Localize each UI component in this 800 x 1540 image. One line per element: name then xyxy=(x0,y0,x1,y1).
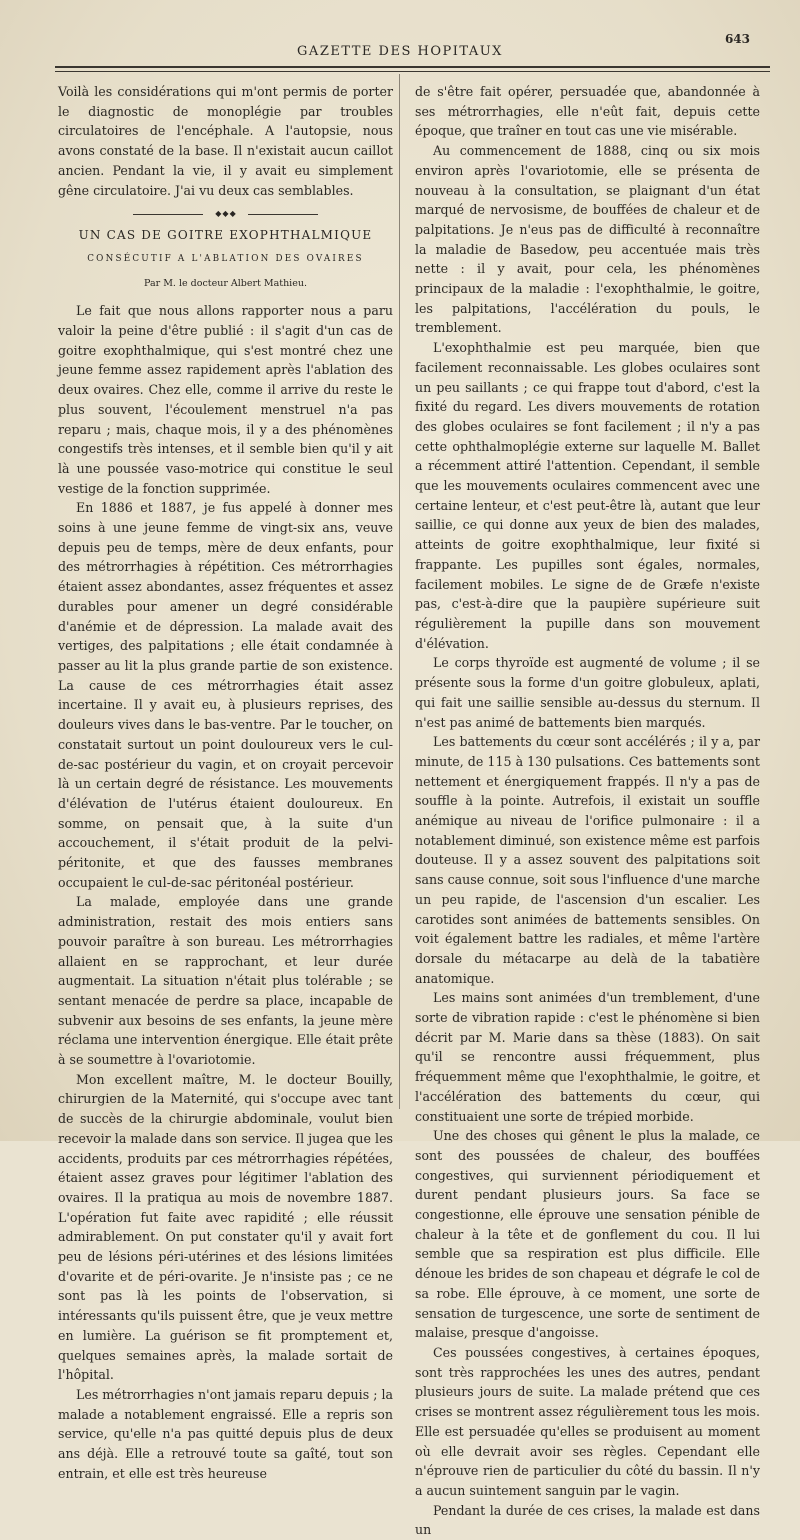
running-header: GAZETTE DES HOPITAUX xyxy=(297,44,503,59)
body-paragraph: de s'être fait opérer, persuadée que, abandonnée à ses métrorrhagies, elle n'eût fait, depuis cette époque, que traîner en tout cas une vie misérable. xyxy=(415,84,760,139)
intro-paragraph: Voilà les considérations qui m'ont permis de porter le diagnostic de monoplégie par troubles circulatoires de l'encéphale. A l'autopsie, nous avons constaté de la base. Il n'existait aucun caillot ancien. Pendant la vie, il y avait eu simplement gêne circulatoire. J'ai vu deux cas semblables. xyxy=(58,84,393,198)
body-paragraph: Les battements du cœur sont accélérés ; il y a, par minute, de 115 à 130 pulsations. Ces battements sont nettement et énergiquement frappés. Il n'y a pas de souffle à la pointe. Autrefois, il existait un souffle anémique au niveau de l'orifice pulmonaire : il a notablement diminué, son existence même est parfois douteuse. Il y a assez souvent des palpitations soit sans cause connue, soit sous l'influence d'une marche un peu rapide, de l'ascension d'un escalier. Les carotides sont animées de battements sensibles. On voit également battre les radiales, et même l'artère dorsale du métacarpe au delà de la tabatière anatomique. xyxy=(415,734,760,986)
article-author: Par M. le docteur Albert Mathieu. xyxy=(144,277,307,289)
right-column xyxy=(415,82,760,1540)
column-divider xyxy=(399,74,400,1109)
header-rule-thick xyxy=(55,66,770,68)
article-subtitle: CONSÉCUTIF A L'ABLATION DES OVAIRES xyxy=(87,253,364,264)
article-title: UN CAS DE GOITRE EXOPHTHALMIQUE xyxy=(78,228,373,243)
left-column xyxy=(58,82,393,1484)
body-paragraph: Les mains sont animées d'un tremblement, d'une sorte de vibration rapide : c'est le phénomène si bien décrit par M. Marie dans sa thèse (1883). On sait qu'il se rencontre aussi fréquemment, plus fréquemment même que l'exophthalmie, le goitre, et l'accélération des battements du cœur, qui constituaient une sorte de trépied morbide. xyxy=(415,990,760,1124)
ornament-line-left xyxy=(133,214,203,215)
body-paragraph: Le corps thyroïde est augmenté de volume ; il se présente sous la forme d'un goitre globuleux, aplati, qui fait une saillie sensible au-dessus du sternum. Il n'est pas animé de battements bien marqués. xyxy=(415,655,760,730)
body-paragraph: Mon excellent maître, M. le docteur Bouilly, chirurgien de la Maternité, qui s'occupe avec tant de succès de la chirurgie abdominale, voulut bien recevoir la malade dans son service. Il jugea que les accidents, produits par ces métrorrhagies répétées, étaient assez graves pour légitimer l'ablation des ovaires. Il la pratiqua au mois de novembre 1887. L'opération fut faite avec rapidité ; elle réussit admirablement. On put constater qu'il y avait fort peu de lésions péri-utérines et des lésions limitées d'ovarite et de péri-ovarite. Je n'insiste pas ; ce ne sont pas là les points de l'observation, si intéressants qu'ils puissent être, que je veux mettre en lumière. La guérison se fit promptement et, quelques semaines après, la malade sortait de l'hôpital. xyxy=(58,1071,393,1383)
body-paragraph: Au commencement de 1888, cinq ou six mois environ après l'ovariotomie, elle se présenta de nouveau à la consultation, se plaignant d'un état marqué de nervosisme, de bouffées de chaleur et de palpitations. Je n'eus pas de difficulté à reconnaître la maladie de Basedow, peu accentuée mais très nette : il y avait, pour cela, les phénomènes principaux de la maladie : l'exophthalmie, le goitre, les palpitations, l'accélération du pouls, le tremblement. xyxy=(415,143,760,336)
body-paragraph: Pendant la durée de ces crises, la malade est dans un xyxy=(415,1502,760,1538)
body-paragraph: La malade, employée dans une grande administration, restait des mois entiers sans pouvoir paraître à son bureau. Les métrorrhagies allaient en se rapprochant, et leur durée augmentait. La situation n'était plus tolérable ; se sentant menacée de perdre sa place, incapable de subvenir aux besoins de ses enfants, la jeune mère réclama une intervention énergique. Elle était prête à se soumettre à l'ovariotomie. xyxy=(58,894,393,1068)
section-ornament xyxy=(58,210,393,218)
body-paragraph: Ces poussées congestives, à certaines époques, sont très rapprochées les unes des autres, pendant plusieurs jours de suite. La malade prétend que ces crises se montrent assez régulièrement tous les mois. Elle est persuadée qu'elles se produisent au moment où elle devrait avoir ses règles. Cependant elle n'éprouve rien de particulier du côté du bassin. Il n'y a aucun suintement sanguin par le vagin. xyxy=(415,1345,760,1498)
page-number: 643 xyxy=(724,32,750,46)
body-paragraph: Le fait que nous allons rapporter nous a paru valoir la peine d'être publié : il s'agit d'un cas de goitre exophthalmique, qui s'est montré chez une jeune femme assez rapidement après l'ablation des deux ovaires. Chez elle, comme il arrive du reste le plus souvent, l'écoulement menstruel n'a pas reparu ; mais, chaque mois, il y a des phénomènes congestifs très intenses, et il semble bien qu'il y ait là une poussée vaso-motrice qui constitue le seul vestige de la fonction supprimée. xyxy=(58,303,393,496)
body-paragraph: Une des choses qui gênent le plus la malade, ce sont des poussées de chaleur, des bouffées congestives, qui surviennent périodiquement et durent pendant plusieurs jours. Sa face se congestionne, elle éprouve une sensation pénible de chaleur à la tête et de gonflement du cou. Il lui semble que sa respiration est plus difficile. Elle dénoue les brides de son chapeau et dégrafe le col de sa robe. Elle éprouve, à ce moment, une sorte de sensation de turgescence, une sorte de sentiment de malaise, presque d'angoisse. xyxy=(415,1128,760,1341)
body-paragraph: En 1886 et 1887, je fus appelé à donner mes soins à une jeune femme de vingt-six ans, veuve depuis peu de temps, mère de deux enfants, pour des métrorrhagies à répétition. Ces métrorrhagies étaient assez abondantes, assez fréquentes et assez durables pour amener un degré considérable d'anémie et de dépression. La malade avait des vertiges, des palpitations ; elle était condamnée à passer au lit la plus grande partie de son existence. La cause de ces métrorrhagies était assez incertaine. Il y avait eu, à plusieurs reprises, des douleurs vives dans le bas-ventre. Par le toucher, on constatait surtout un point douloureux vers le cul-de-sac postérieur du vagin, et on croyait percevoir là un certain degré de résistance. Les mouvements d'élévation de l'utérus étaient douloureux. En somme, on pensait que, à la suite d'un accouchement, il s'était produit de la pelvi-péritonite, et que des fausses membranes occupaient le cul-de-sac péritonéal postérieur. xyxy=(58,500,393,890)
ornament-line-right xyxy=(248,214,318,215)
body-paragraph: L'exophthalmie est peu marquée, bien que facilement reconnaissable. Les globes oculaires sont un peu saillants ; ce qui frappe tout d'abord, c'est la fixité du regard. Les divers mouvements de rotation des globes oculaires se font facilement ; il n'y a pas cette ophthalmoplégie externe sur laquelle M. Ballet a récemment attiré l'attention. Cependant, il semble que les mouvements oculaires commencent avec une certaine lenteur, et c'est peut-être là, autant que leur saillie, ce qui donne aux yeux de bien des malades, atteints de goitre exophthalmique, leur fixité si frappante. Les pupilles sont égales, normales, facilement mobiles. Le signe de de Græfe n'existe pas, c'est-à-dire que la paupière supérieure suit régulièrement la pupille dans son mouvement d'élévation. xyxy=(415,340,760,651)
header-rule-thin xyxy=(55,71,770,72)
ornament-diamond: ◆◆◆ xyxy=(215,209,237,219)
body-paragraph: Les métrorrhagies n'ont jamais reparu depuis ; la malade a notablement engraissé. Elle a repris son service, qu'elle n'a pas quitté depuis plus de deux ans déjà. Elle a retrouvé toute sa gaîté, tout son entrain, et elle est très heureuse xyxy=(58,1387,393,1481)
